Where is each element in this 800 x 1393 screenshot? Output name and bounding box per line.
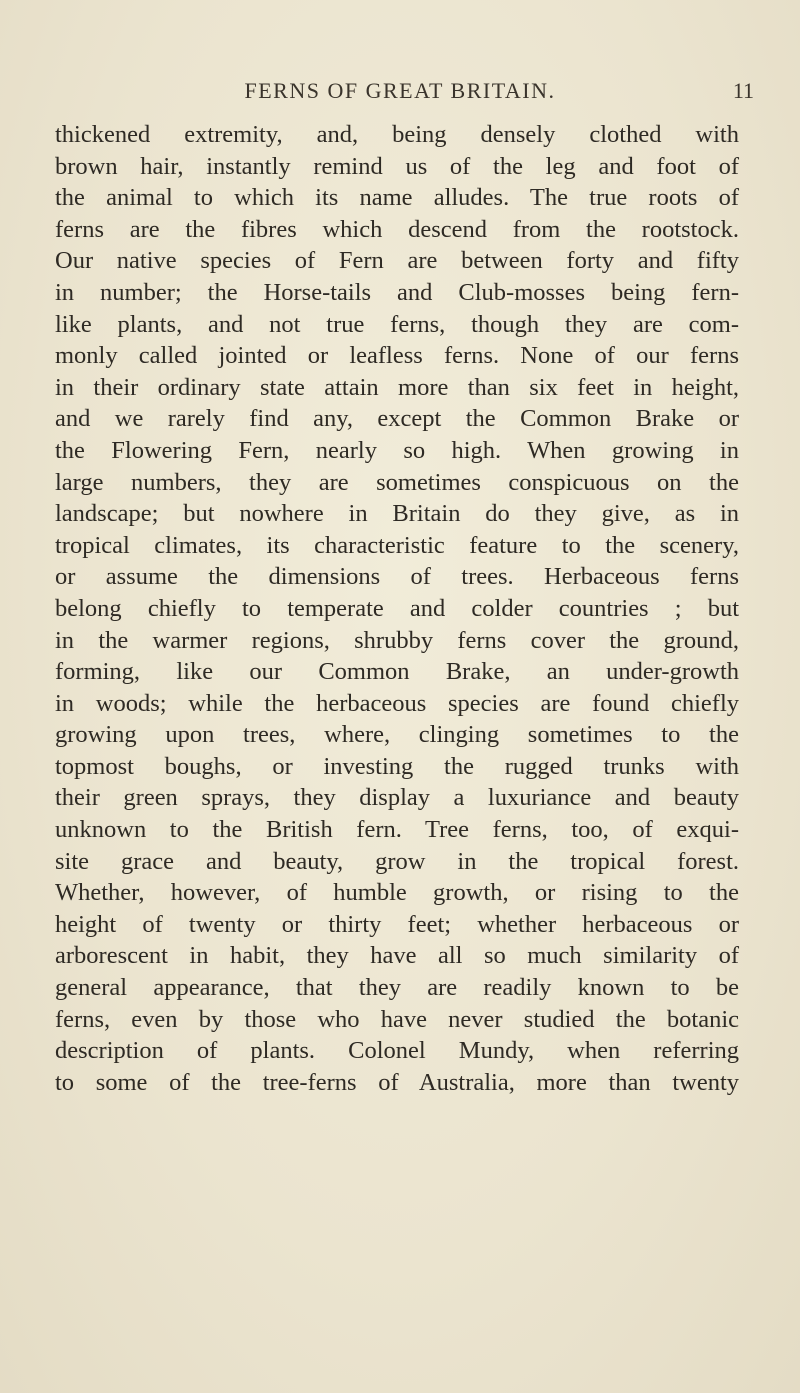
text-line: unknown to the British fern. Tree ferns, too, of exqui- bbox=[55, 816, 739, 844]
text-line: brown hair, instantly remind us of the leg and foot of bbox=[55, 152, 739, 180]
page-number: 11 bbox=[732, 78, 754, 103]
text-line: to some of the tree-ferns of Australia, more than twenty bbox=[55, 1068, 739, 1096]
text-line: site grace and beauty, grow in the tropical forest. bbox=[55, 847, 739, 875]
text-line: landscape; but nowhere in Britain do they give, as in bbox=[55, 500, 739, 528]
text-line: the Flowering Fern, nearly so high. When growing in bbox=[55, 436, 739, 464]
text-line: in the warmer regions, shrubby ferns cover the ground, bbox=[55, 626, 739, 654]
text-line: height of twenty or thirty feet; whether herbaceous or bbox=[55, 910, 739, 938]
text-line: arborescent in habit, they have all so much similarity of bbox=[55, 942, 739, 970]
text-line: their green sprays, they display a luxuriance and beauty bbox=[55, 784, 739, 812]
body-text bbox=[55, 119, 739, 1098]
text-line: ferns are the fibres which descend from the rootstock. bbox=[55, 215, 739, 243]
text-line: ferns, even by those who have never studied the botanic bbox=[55, 1005, 739, 1033]
text-line: topmost boughs, or investing the rugged trunks with bbox=[55, 752, 739, 780]
text-line: in woods; while the herbaceous species are found chiefly bbox=[55, 689, 739, 717]
text-line: the animal to which its name alludes. The true roots of bbox=[55, 184, 739, 212]
text-line: Our native species of Fern are between forty and fifty bbox=[55, 247, 739, 275]
running-title: FERNS OF GREAT BRITAIN. bbox=[244, 78, 556, 103]
text-line: like plants, and not true ferns, though they are com- bbox=[55, 310, 739, 338]
text-line: forming, like our Common Brake, an under-growth bbox=[55, 658, 739, 686]
text-line: growing upon trees, where, clinging sometimes to the bbox=[55, 721, 739, 749]
text-line: Whether, however, of humble growth, or rising to the bbox=[55, 879, 739, 907]
text-line: belong chiefly to temperate and colder countries ; but bbox=[55, 594, 739, 622]
text-line: in number; the Horse-tails and Club-mosses being fern- bbox=[55, 278, 739, 306]
text-line: thickened extremity, and, being densely clothed with bbox=[55, 121, 739, 148]
text-line: and we rarely find any, except the Common Brake or bbox=[55, 405, 739, 433]
text-line: general appearance, that they are readily known to be bbox=[55, 974, 739, 1002]
text-line: in their ordinary state attain more than six feet in height, bbox=[55, 373, 739, 401]
text-line: monly called jointed or leafless ferns. None of our ferns bbox=[55, 342, 739, 370]
text-line: tropical climates, its characteristic feature to the scenery, bbox=[55, 531, 739, 559]
text-line: or assume the dimensions of trees. Herbaceous ferns bbox=[55, 563, 739, 591]
text-line: description of plants. Colonel Mundy, when referring bbox=[55, 1037, 739, 1065]
text-line: large numbers, they are sometimes conspicuous on the bbox=[55, 468, 739, 496]
running-head bbox=[60, 78, 754, 112]
